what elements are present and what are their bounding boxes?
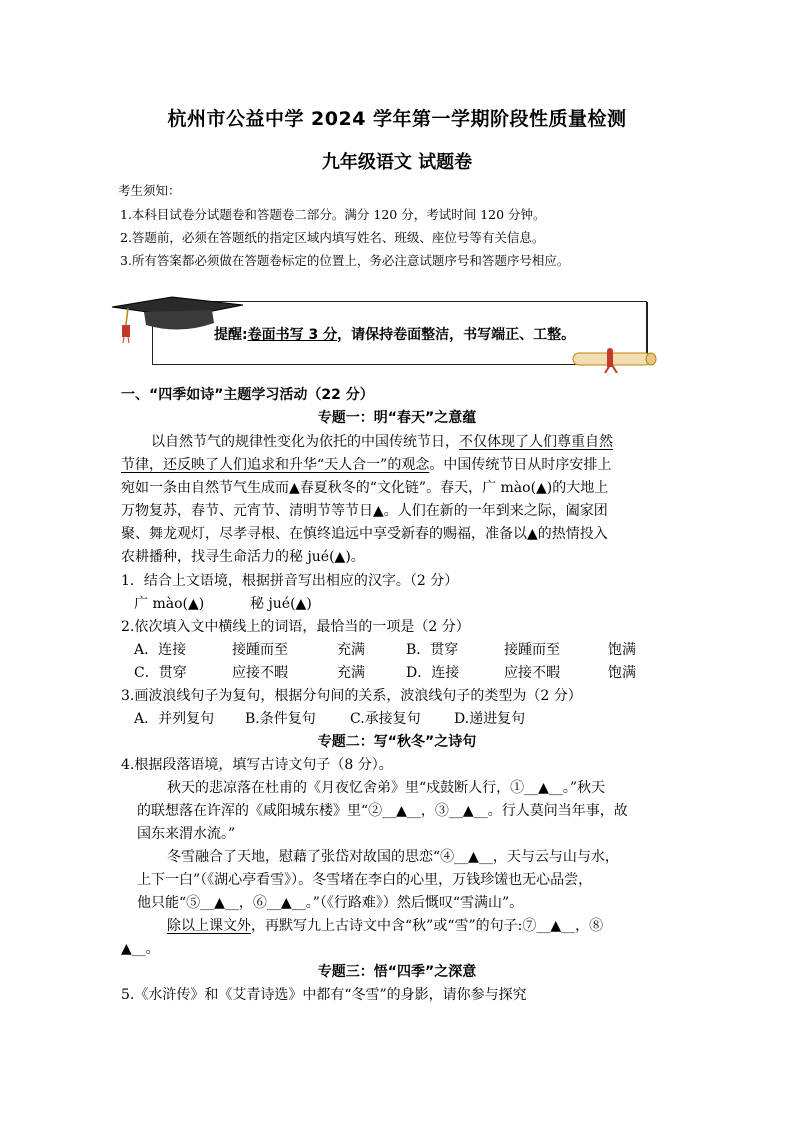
exam-title: 杭州市公益中学 2024 学年第一学期阶段性质量检测 [167,108,627,130]
paragraph-line: 秋天的悲凉落在杜甫的《月夜忆舍弟》里“戍鼓断人行，①__▲__。”秋天 [167,780,606,796]
notice-item: 3.所有答案都必须做在答题卷标定的位置上，务必注意试题序号和答题序号相应。 [120,253,570,268]
question-1-stem: 1．结合上文语境，根据拼音写出相应的汉字。（2 分） [121,573,459,589]
option-word: 接踵而至 [232,642,288,658]
option: C.承接复句 [350,711,421,727]
option: D.递进复句 [454,711,526,727]
option: A．连接 [134,642,187,658]
question-1-blank-b: 秘 jué(▲) [250,596,312,612]
question-4-stem: 4.根据段落语境，填写古诗文句子（8 分）。 [121,757,393,773]
paragraph-line: 的联想落在许浑的《咸阳城东楼》里“②__▲__，③__▲__。行人莫问当年事，故 [137,803,628,819]
paragraph-line: 除以上课文外，再默写九上古诗文中含“秋”或“雪”的句子:⑦__▲__，⑧ [167,918,604,934]
paragraph-line: 以自然节气的规律性变化为依托的中国传统节日，不仅体现了人们尊重自然 [151,434,613,450]
option: B.条件复句 [245,711,316,727]
option-word: 应接不暇 [504,665,560,681]
topic-heading: 专题一：明“春天”之意蕴 [317,410,477,426]
paragraph-line: 农耕播种，找寻生命活力的秘 jué(▲)。 [121,549,365,565]
question-1-blank-a: 广 mào(▲) [134,596,205,612]
option: B．贯穿 [406,642,459,658]
question-2-stem: 2.依次填入文中横线上的词语，最恰当的一项是（2 分） [121,619,470,635]
option-word: 饱满 [608,665,636,681]
question-5-stem: 5.《水浒传》和《艾青诗选》中都有“冬雪”的身影，请你参与探究 [121,987,527,1003]
notice-heading: 考生须知： [118,183,181,198]
paragraph-line: ▲__。 [121,941,160,957]
reminder-text: 提醒:卷面书写 3 分，请保持卷面整洁，书写端正、工整。 [214,327,576,343]
option: D．连接 [406,665,460,681]
option-word: 饱满 [608,642,636,658]
paragraph-line: 聚、舞龙观灯，尽孝寻根、在慎终追远中享受新春的赐福，准备以▲的热情投入 [121,526,608,542]
paragraph-line: 节律，还反映了人们追求和升华“天人合一”的观念。中国传统节日从时序安排上 [121,457,612,473]
option: A．并列复句 [134,711,215,727]
paragraph-line: 冬雪融合了天地，慰藉了张岱对故国的思恋“④__▲__，天与云与山与水， [167,849,619,865]
topic-heading: 专题二：写“秋冬”之诗句 [317,734,477,750]
section-heading: 一、“四季如诗”主题学习活动（22 分） [121,387,374,403]
notice-item: 1.本科目试卷分试题卷和答题卷二部分。满分 120 分，考试时间 120 分钟。 [120,207,546,222]
paragraph-line: 万物复苏，春节、元宵节、清明节等节日▲。人们在新的一年到来之际，阖家团 [121,503,608,519]
paragraph-line: 宛如一条由自然节气生成而▲春夏秋冬的“文化链”。春天，广 mào(▲)的大地上 [121,480,609,496]
paragraph-line: 他只能“⑤__▲__，⑥__▲__。”（《行路难》）然后慨叹“雪满山”。 [137,895,524,911]
paragraph-line: 国东来渭水流。” [137,826,236,842]
option-word: 应接不暇 [232,665,288,681]
option: C．贯穿 [134,665,187,681]
option-word: 接踵而至 [504,642,560,658]
diploma-scroll-icon [567,343,659,373]
paragraph-line: 上下一白”（《湖心亭看雪》）。冬雪堵在李白的心里，万钱珍馐也无心品尝， [137,872,593,888]
option-word: 充满 [337,665,365,681]
notice-item: 2.答题前，必须在答题纸的指定区域内填写姓名、班级、座位号等有关信息。 [120,230,545,245]
exam-subtitle: 九年级语文 试题卷 [321,152,473,173]
topic-heading: 专题三：悟“四季”之深意 [317,964,477,980]
option-word: 充满 [337,642,365,658]
question-3-stem: 3.画波浪线句子为复句，根据分句间的关系，波浪线句子的类型为（2 分） [121,688,582,704]
